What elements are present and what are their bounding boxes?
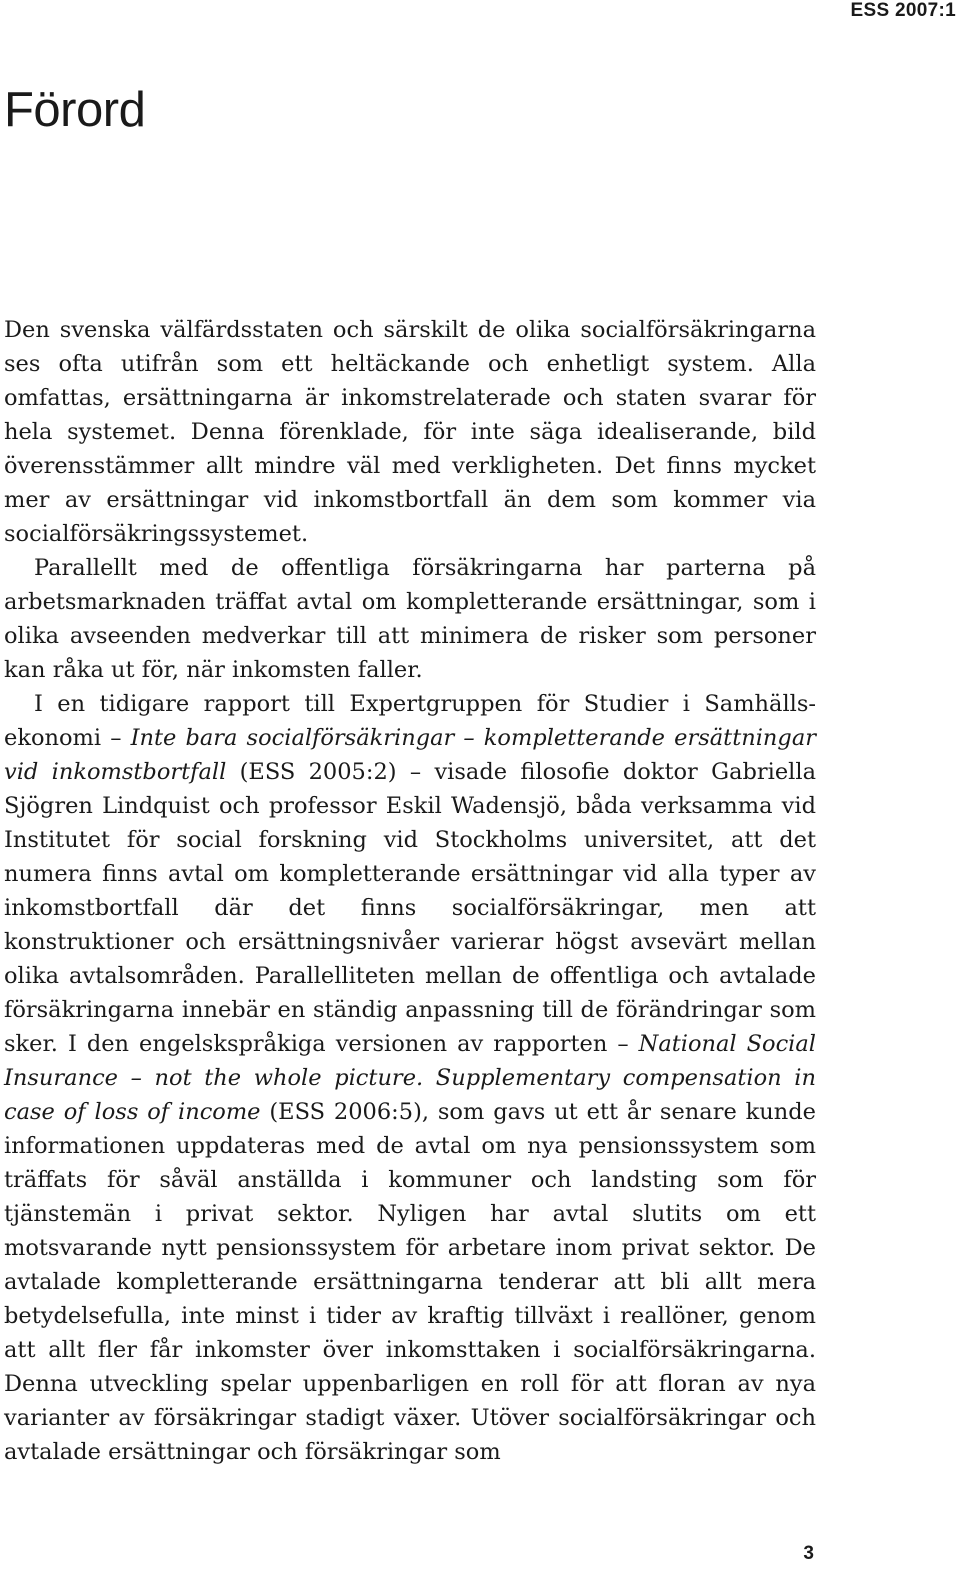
italic-title: Inte bara socialförsäkringar – kompletterande ersättningar vid inkomstbortfall: [4, 725, 816, 785]
text-run: (ESS 2006:5), som gavs ut ett år senare kunde informationen uppdateras med de avtal om nya pensionssystem som träffats för såväl anställda i kommuner och landsting som för tjänstemän i privat sektor. Nyligen har avtal slutits om ett motsvarande nytt pensionssystem för arbetare inom privat sektor. De avtalade kompletterande ersättningarna tenderar att bli allt mera betydelsefulla, inte minst i tider av kraftig tillväxt i reallöner, genom att allt fler får inkomster över inkomsttaken i socialförsäkringarna. Denna utveckling spelar uppenbarligen en roll för att floran av nya varianter av försäkringar stadigt växer. Utöver socialförsäkringar och avtalade ersättningar och försäkringar som: [4, 1099, 816, 1465]
page-number: 3: [803, 1543, 814, 1564]
text-run: I en tidigare rapport till Expertgruppen för Studier i Samhällsekonomi –: [4, 691, 816, 751]
page-title: Förord: [4, 83, 146, 137]
running-header-series: ESS 2007:1: [850, 0, 956, 21]
paragraph-p2: [4, 551, 816, 687]
paragraph-p3: [4, 687, 816, 1469]
text-run: Den svenska välfärdsstaten och särskilt de olika socialförsäkringarna ses ofta utifrån som ett heltäckande och enhetligt system. Alla omfattas, ersättningarna är inkomstrelaterade och staten svarar för hela systemet. Denna förenklade, för inte säga idealiserande, bild överensstämmer allt mindre väl med verkligheten. Det finns mycket mer av ersättningar vid inkomstbortfall än dem som kommer via socialförsäkringssystemet.: [4, 317, 816, 547]
text-run: (ESS 2005:2) – visade filosofie doktor Gabriella Sjögren Lindquist och professor Eskil Wadensjö, båda verksamma vid Institutet för social forskning vid Stockholms universitet, att det numera finns avtal om kompletterande ersättningar vid alla typer av inkomstbortfall där det finns socialförsäkringar, men att konstruktioner och ersättningsnivåer varierar högst avsevärt mellan olika avtalsområden. Parallelliteten mellan de offentliga och avtalade försäkringarna innebär en ständig anpassning till de förändringar som sker. I den engelskspråkiga versionen av rapporten –: [4, 759, 816, 1057]
text-run: Parallellt med de offentliga försäkringarna har parterna på arbetsmarknaden träffat avtal om kompletterande ersättningar, som i olika avseenden medverkar till att minimera de risker som personer kan råka ut för, när inkomsten faller.: [4, 555, 816, 683]
body-text: [4, 313, 816, 1469]
paragraph-p1: [4, 313, 816, 551]
italic-title: National Social Insurance – not the whole picture. Supplementary compensation in case of loss of income: [4, 1031, 816, 1125]
